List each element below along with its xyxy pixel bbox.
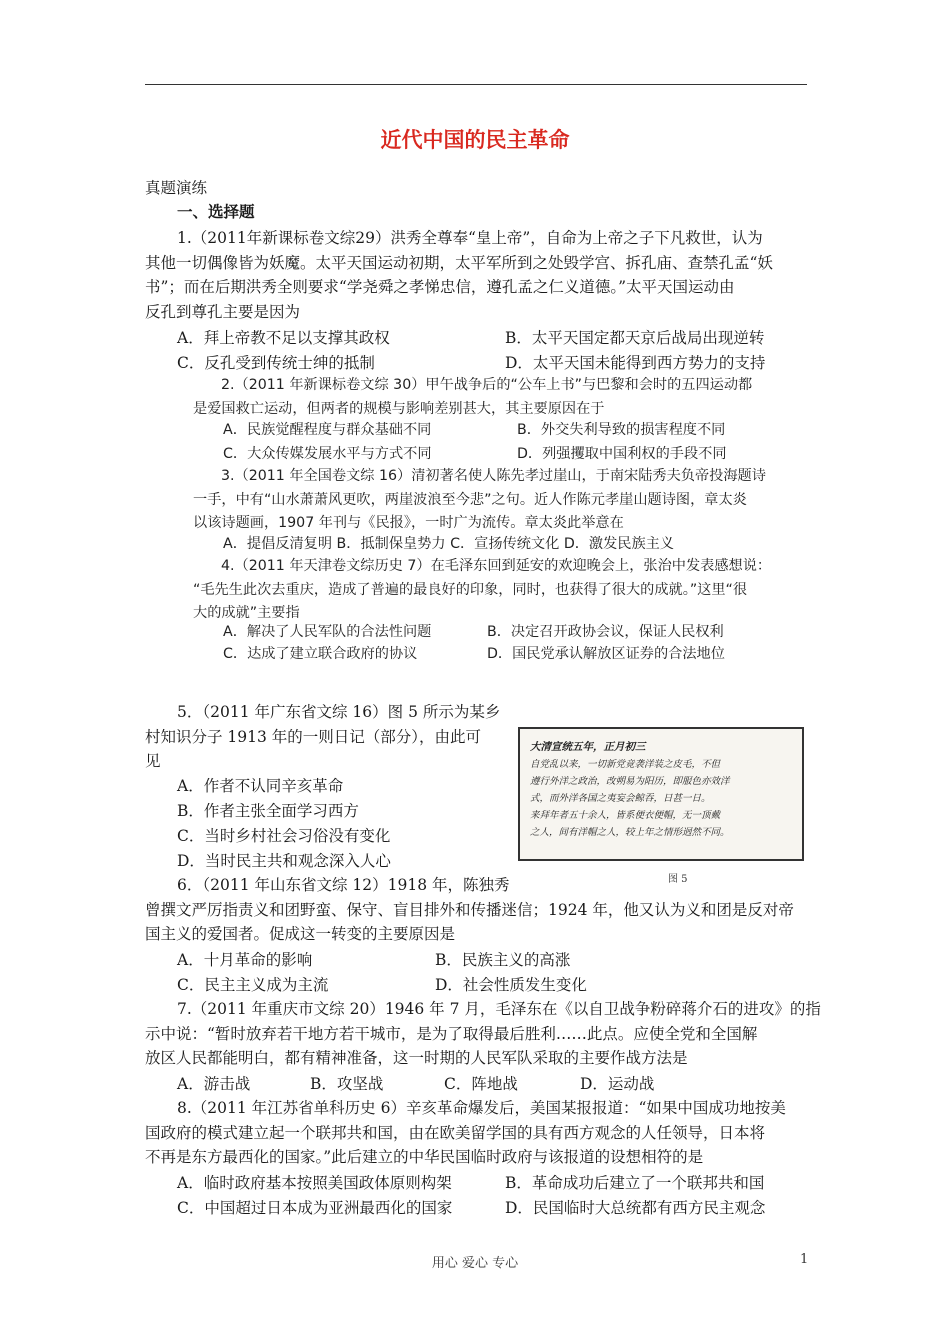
question-2-option-b: B．外交失利导致的损害程度不同: [517, 422, 726, 438]
figure-5-frame: [518, 727, 804, 861]
question-6-option-d: D．社会性质发生变化: [435, 976, 587, 994]
question-6-option-b: B．民族主义的高涨: [435, 951, 571, 969]
question-1-option-b: B．太平天国定都天京后战局出现逆转: [505, 329, 765, 347]
question-3-line: 一手，中有“山水萧萧风更吹，两崖波浪至今悲”之句。近人作陈元孝崖山题诗图，章太炎: [193, 491, 747, 508]
figure-5-caption: 图 5: [668, 874, 688, 885]
question-8-line: 8.（2011 年江苏省单科历史 6）辛亥革命爆发后，美国某报报道：“如果中国成功地按美: [177, 1099, 786, 1117]
question-4-line: 4.（2011 年天津卷文综历史 7）在毛泽东回到延安的欢迎晚会上，张治中发表感想说：: [221, 558, 772, 574]
question-1-line: 反孔到尊孔主要是因为: [145, 302, 301, 321]
question-1-option-d: D．太平天国未能得到西方势力的支持: [505, 354, 766, 372]
question-2-option-c: C．大众传媒发展水平与方式不同: [223, 446, 432, 462]
question-7-line: 7.（2011 年重庆市文综 20）1946 年 7 月，毛泽东在《以自卫战争粉碎蒋介石的进攻》的指: [177, 1000, 821, 1018]
question-2-option-d: D．列强攫取中国利权的手段不同: [517, 446, 727, 462]
figure-5-line: 自党乱以来，一切新党竞袭洋装之皮毛，不但: [530, 759, 721, 770]
question-1: [145, 226, 810, 324]
question-4-option-b: B．决定召开政协会议，保证人民权利: [487, 624, 724, 640]
question-3-options: A．提倡反清复明 B．抵制保皇势力 C．宣扬传统文化 D．激发民族主义: [223, 536, 675, 552]
question-1-option-c: C．反孔受到传统士绅的抵制: [177, 354, 375, 372]
question-5-line: 村知识分子 1913 年的一则日记（部分），由此可: [145, 727, 482, 746]
question-1-option-a: A．拜上帝教不足以支撑其政权: [177, 329, 390, 347]
question-6-line: 曾撰文严厉指责义和团野蛮、保守、盲目排外和传播迷信；1924 年，他又认为义和团是反对帝: [145, 900, 794, 919]
question-1-line: 其他一切偶像皆为妖魔。太平天国运动初期，太平军所到之处毁学宫、拆孔庙、查禁孔孟“妖: [145, 253, 773, 272]
question-2: [193, 374, 752, 421]
question-7-option-b: B．攻坚战: [310, 1075, 384, 1093]
question-2-option-a: A．民族觉醒程度与群众基础不同: [223, 422, 432, 438]
question-7: [145, 997, 821, 1071]
question-5-option-d: D．当时民主共和观念深入人心: [177, 852, 391, 870]
question-8-option-c: C．中国超过日本成为亚洲最西化的国家: [177, 1199, 453, 1217]
figure-5-line: 式，而外洋各国之夷妄会鲸吞，日甚一日。: [530, 793, 711, 804]
question-4-option-d: D．国民党承认解放区证券的合法地位: [487, 646, 725, 662]
question-7-line: 放区人民都能明白，都有精神准备，这一时期的人民军队采取的主要作战方法是: [145, 1049, 688, 1067]
question-8-option-b: B．革命成功后建立了一个联邦共和国: [505, 1174, 765, 1192]
question-3-line: 以该诗题画，1907 年刊与《民报》，一时广为流传。章太炎此举意在: [193, 515, 624, 531]
question-4-line: 大的成就”主要指: [193, 605, 300, 621]
part-heading: 一、选择题: [177, 203, 255, 221]
figure-5-heading: 大清宣统五年，正月初三: [530, 741, 646, 753]
question-1-line: 书”；而在后期洪秀全则要求“学尧舜之孝悌忠信，遵孔孟之仁义道德。”太平天国运动由: [145, 278, 735, 296]
section-label: 真题演练: [145, 179, 208, 197]
question-4: [193, 555, 771, 626]
question-5-option-a: A．作者不认同辛亥革命: [177, 777, 344, 795]
question-8-line: 国政府的模式建立起一个联邦共和国，由在欧美留学国的具有西方观念的人任领导，日本将: [145, 1123, 766, 1142]
header-rule: [145, 84, 807, 85]
question-3-line: 3.（2011 年全国卷文综 16）清初著名使人陈先孝过崖山，于南宋陆秀夫负帝投海题诗: [221, 468, 766, 484]
question-7-option-d: D．运动战: [580, 1075, 655, 1093]
question-5-line: 见: [145, 752, 161, 770]
question-1-line: 1.（2011年新课标卷文综29）洪秀全尊奉“皇上帝”，自命为上帝之子下凡救世，认为: [177, 229, 763, 247]
question-5: [145, 700, 500, 774]
figure-5: [518, 727, 808, 887]
figure-5-line: 之人，间有洋帽之人，较上年之情形迥然不同。: [530, 827, 730, 838]
question-6-line: 国主义的爱国者。促成这一转变的主要原因是: [145, 925, 456, 943]
question-2-line: 是爱国救亡运动，但两者的规模与影响差别甚大，其主要原因在于: [193, 400, 605, 417]
question-4-line: “毛先生此次去重庆，造成了普遍的最良好的印象，同时，也获得了很大的成就。”这里“很: [193, 581, 748, 598]
question-6-option-c: C．民主主义成为主流: [177, 976, 329, 994]
figure-5-line: 遵行外洋之政治，改朔易为阳历，即服色亦效洋: [530, 776, 730, 787]
question-8-line: 不再是东方最西化的国家。”此后建立的中华民国临时政府与该报道的设想相符的是: [145, 1148, 704, 1166]
question-7-line: 示中说：“暂时放弃若干地方若干城市，是为了取得最后胜利……此点。应使全党和全国解: [145, 1024, 758, 1043]
question-8-option-d: D．民国临时大总统都有西方民主观念: [505, 1199, 766, 1217]
question-5-option-b: B．作者主张全面学习西方: [177, 802, 359, 820]
question-7-option-c: C．阵地战: [444, 1075, 518, 1093]
page-footer: 用心 爱心 专心: [431, 1256, 519, 1271]
question-5-option-c: C．当时乡村社会习俗没有变化: [177, 827, 391, 845]
question-4-option-c: C．达成了建立联合政府的协议: [223, 646, 418, 662]
question-7-option-a: A．游击战: [177, 1075, 251, 1093]
question-6-option-a: A．十月革命的影响: [177, 951, 313, 969]
figure-5-diary-text: [530, 739, 794, 841]
question-4-option-a: A．解决了人民军队的合法性问题: [223, 624, 432, 640]
question-6: [145, 873, 794, 947]
figure-5-line: 来拜年者五十余人，皆系便衣便帽，无一顶戴: [530, 810, 721, 821]
question-8: [145, 1096, 786, 1170]
question-5-line: 5．（2011 年广东省文综 16）图 5 所示为某乡: [177, 703, 501, 721]
question-3: [193, 465, 766, 536]
question-8-option-a: A．临时政府基本按照美国政体原则构架: [177, 1174, 452, 1192]
question-6-line: 6．（2011 年山东省文综 12）1918 年，陈独秀: [177, 876, 510, 894]
page-title: 近代中国的民主革命: [380, 128, 570, 152]
page-number: 1: [800, 1252, 809, 1267]
question-2-line: 2.（2011 年新课标卷文综 30）甲午战争后的“公车上书”与巴黎和会时的五四运动都: [221, 377, 753, 393]
